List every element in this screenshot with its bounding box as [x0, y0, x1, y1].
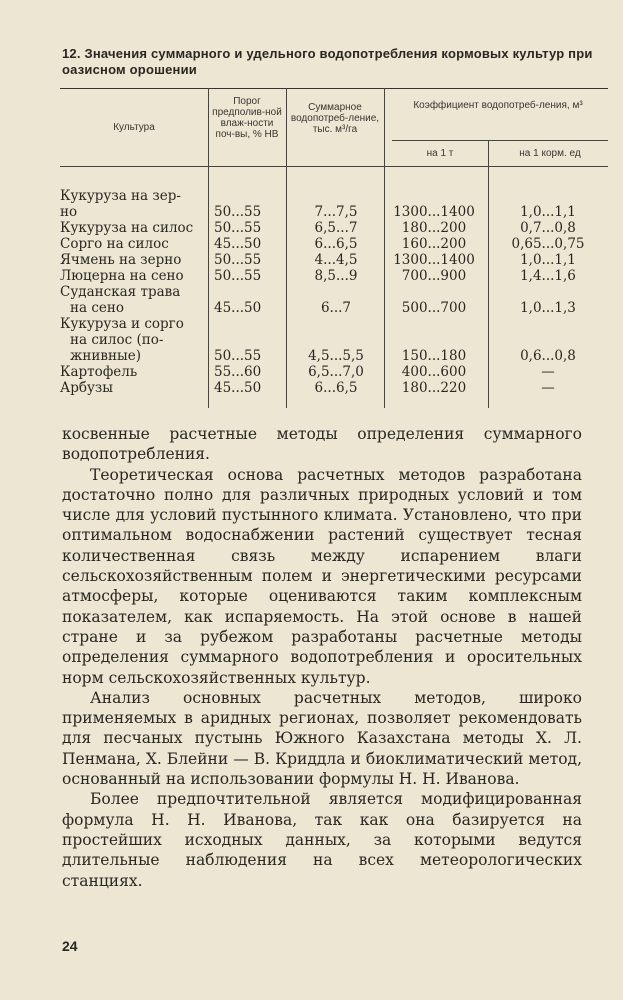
crop-line: но	[60, 204, 78, 220]
table-divider	[286, 88, 287, 408]
threshold-cell: 45...50	[214, 236, 262, 252]
per-feed-unit-cell: —	[541, 380, 555, 396]
crop-line: жнивные)	[70, 348, 142, 364]
crop-cell	[60, 252, 208, 268]
paragraph: Анализ основных расчетных методов, широко применяемых в аридных регионах, позволяет рекомендовать для песчаных пустынь Южного Казахстана методы Х. Л. Пенмана, Х. Блейни — В. Криддла и биоклиматический метод, основанный на использовании формулы Н. Н. Иванова.	[62, 688, 582, 789]
per-feed-unit-cell: 1,0...1,3	[520, 300, 576, 316]
header-crop: Культура	[113, 122, 155, 133]
body-text	[62, 424, 582, 891]
crop-line: Суданская трава	[60, 284, 181, 300]
threshold-cell: 50...55	[214, 220, 262, 236]
crop-line: на силос (по-	[70, 332, 164, 348]
threshold-cell: 50...55	[214, 348, 262, 364]
crop-cell	[60, 236, 208, 252]
per-feed-unit-cell: 1,4...1,6	[520, 268, 576, 284]
crop-line: Кукуруза на зер-	[60, 188, 181, 204]
paragraph: Теоретическая основа расчетных методов разработана достаточно полно для различных природных условий и том числе для условий пустынного климата. Установлено, что при оптимальном водоснабжении растений существует тесная количественная связь между испарением влаги сельскохозяйственным полем и энергетическими ресурсами атмосферы, которые оцениваются таким комплексным показателем, как испаряемость. На этой основе в нашей стране и за рубежом разработаны расчетные методы определения суммарного водопотребления и оросительных норм сельскохозяйственных культур.	[62, 465, 582, 687]
total-cell: 7...7,5	[314, 204, 358, 220]
crop-line: на сено	[70, 300, 125, 316]
crop-cell	[60, 284, 208, 316]
crop-cell	[60, 380, 208, 396]
header-total: Суммарное водопотреб-ление, тыс. м³/га	[290, 102, 380, 135]
header-per-feed-unit: на 1 корм. ед	[519, 148, 581, 159]
threshold-cell: 50...55	[214, 268, 262, 284]
paragraph: косвенные расчетные методы определения суммарного водопотребления.	[62, 425, 582, 464]
per-feed-unit-cell: 0,7...0,8	[520, 220, 576, 236]
crop-cell	[60, 268, 208, 284]
crop-cell	[60, 220, 208, 236]
water-consumption-table	[60, 88, 608, 410]
threshold-cell: 55...60	[214, 364, 262, 380]
total-cell: 6...6,5	[314, 380, 358, 396]
crop-cell	[60, 188, 208, 220]
crop-line: Кукуруза на силос	[60, 220, 194, 236]
crop-line: Сорго на силос	[60, 236, 169, 252]
per-feed-unit-cell: 1,0...1,1	[520, 204, 576, 220]
per-ton-cell: 700...900	[401, 268, 467, 284]
total-cell: 4...4,5	[314, 252, 358, 268]
total-cell: 6...6,5	[314, 236, 358, 252]
per-feed-unit-cell: 0,6...0,8	[520, 348, 576, 364]
paragraph: Более предпочтительной является модифицированная формула Н. Н. Иванова, так как она базируется на простейших исходных данных, за которыми ведутся длительные наблюдения на всех метеорологических станциях.	[62, 790, 582, 890]
per-ton-cell: 150...180	[401, 348, 467, 364]
threshold-cell: 45...50	[214, 380, 262, 396]
total-cell: 6,5...7	[314, 220, 358, 236]
table-divider	[208, 88, 209, 408]
total-cell: 6,5...7,0	[308, 364, 364, 380]
threshold-cell: 50...55	[214, 204, 262, 220]
table-header-rule	[60, 166, 608, 167]
crop-cell	[60, 364, 208, 380]
threshold-cell: 45...50	[214, 300, 262, 316]
total-cell: 6...7	[320, 300, 352, 316]
crop-line: Картофель	[60, 364, 138, 380]
per-feed-unit-cell: —	[541, 364, 555, 380]
crop-line: Кукуруза и сорго	[60, 316, 184, 332]
page-number: 24	[62, 938, 78, 954]
table-subheader-rule	[392, 140, 608, 141]
total-cell: 4,5...5,5	[308, 348, 364, 364]
crop-line: Арбузы	[60, 380, 114, 396]
total-cell: 8,5...9	[314, 268, 358, 284]
per-ton-cell: 1300...1400	[393, 252, 475, 268]
crop-line: Люцерна на сено	[60, 268, 184, 284]
threshold-cell: 50...55	[214, 252, 262, 268]
per-ton-cell: 500...700	[401, 300, 467, 316]
header-per-ton: на 1 т	[426, 148, 454, 159]
per-feed-unit-cell: 0,65...0,75	[511, 236, 585, 252]
per-ton-cell: 180...220	[401, 380, 467, 396]
per-ton-cell: 160...200	[401, 236, 467, 252]
per-ton-cell: 180...200	[401, 220, 467, 236]
crop-line: Ячмень на зерно	[60, 252, 182, 268]
per-ton-cell: 1300...1400	[393, 204, 475, 220]
header-threshold: Порог предполив-ной влаж-ности поч-вы, % НВ	[212, 96, 282, 140]
per-ton-cell: 400...600	[401, 364, 467, 380]
crop-cell	[60, 316, 208, 364]
table-caption: 12. Значения суммарного и удельного водопотребления кормовых культур при оазисном орошении	[62, 46, 593, 77]
per-feed-unit-cell: 1,0...1,1	[520, 252, 576, 268]
table-top-rule	[60, 88, 608, 89]
header-coefficient: Коэффициент водопотреб-ления, м³	[413, 100, 583, 111]
